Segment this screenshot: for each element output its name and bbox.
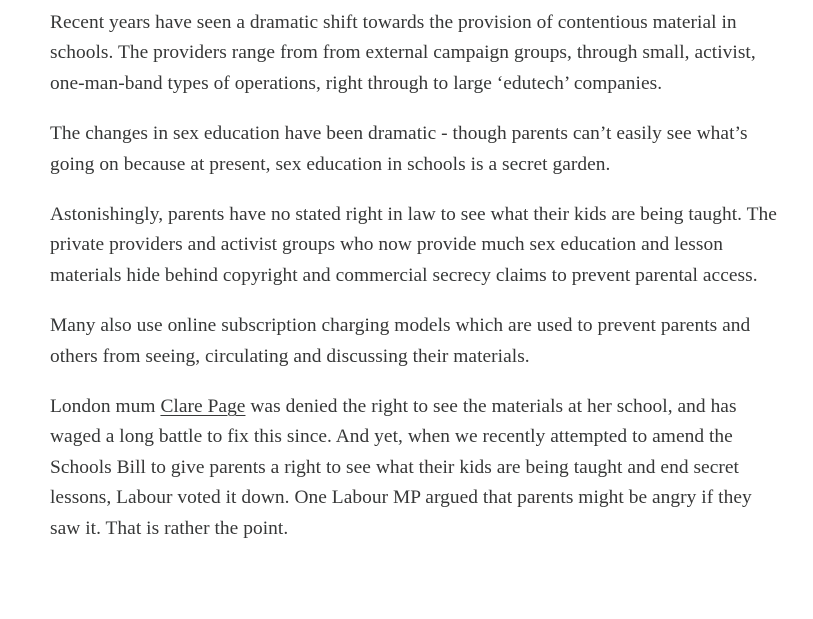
paragraph-text-before-link: London mum bbox=[50, 396, 161, 418]
paragraph-provision-shift: Recent years have seen a dramatic shift towards the provision of contentious material in schools. The providers range from from external campaign groups, through small, activist, one-man-band types of operations, right through to large ‘edutech’ companies. bbox=[50, 12, 756, 94]
clare-page-link[interactable]: Clare Page bbox=[160, 396, 246, 418]
paragraph-subscription-models: Many also use online subscription charging models which are used to prevent parents and others from seeing, circulating and discussing their materials. bbox=[50, 315, 751, 367]
paragraph-clare-page bbox=[50, 392, 780, 544]
paragraph-parental-rights: Astonishingly, parents have no stated right in law to see what their kids are being taught. The private providers and activist groups who now provide much sex education and lesson materials hide behind copyright and commercial secrecy claims to prevent parental access. bbox=[50, 204, 777, 286]
paragraph-text-after-link: was denied the right to see the materials at her school, and has waged a long battle to fix this since. And yet, when we recently attempted to amend the Schools Bill to give parents a right to see what their kids are being taught and end secret lessons, Labour voted it down. One Labour MP argued that parents might be angry if they saw it. That is rather the point. bbox=[50, 396, 752, 539]
article-body bbox=[50, 8, 780, 544]
paragraph-sex-education-changes: The changes in sex education have been dramatic - though parents can’t easily see what’s going on because at present, sex education in schools is a secret garden. bbox=[50, 123, 748, 175]
